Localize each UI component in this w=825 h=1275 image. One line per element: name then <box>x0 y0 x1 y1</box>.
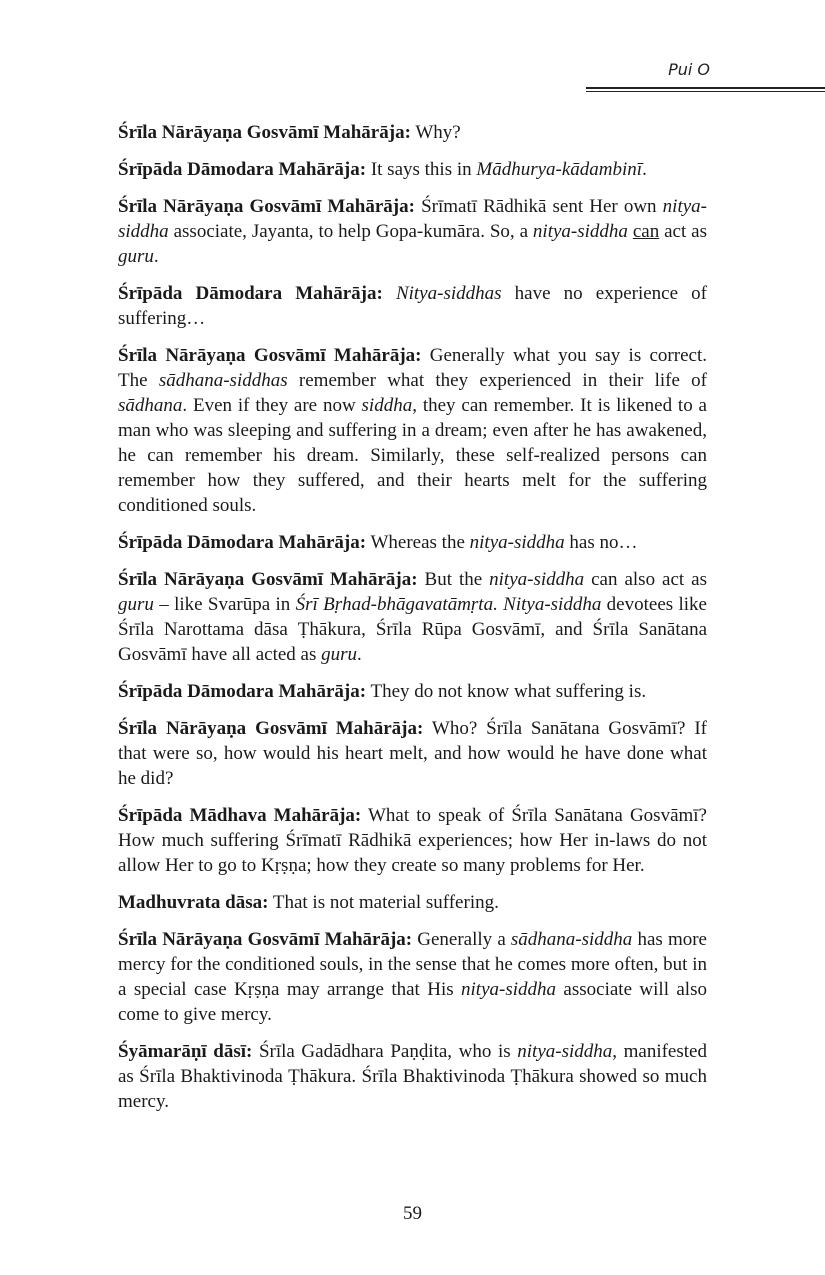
dialogue-text: remember what they experienced in their life of <box>287 370 708 391</box>
dialogue-paragraph <box>118 120 707 145</box>
dialogue-text: . <box>153 246 159 267</box>
dialogue-text: Whereas the <box>366 532 470 553</box>
italic-term: Śrī Bṛhad-bhāgavatāmṛta. Nitya-siddha <box>295 594 602 615</box>
speaker-name: Śrīpāda Dāmodara Mahārāja: <box>118 681 367 702</box>
dialogue-text: devotees like Śrīla Narottama dāsa Ṭhākura, Śrīla Rūpa Gosvāmī, and Śrīla Sanātana Gosvāmī have all acted as <box>118 594 707 665</box>
speaker-name: Madhuvrata dāsa: <box>118 892 269 913</box>
dialogue-text: – like Svarūpa in <box>153 594 296 615</box>
dialogue-paragraph <box>118 1039 707 1114</box>
dialogue-text: It says this in <box>366 159 477 180</box>
italic-term: sādhana-siddha <box>510 929 633 950</box>
speaker-name: Śrīla Nārāyaṇa Gosvāmī Mahārāja: <box>118 122 411 143</box>
emphasized-word: can <box>632 221 660 242</box>
speaker-name: Śrīpāda Mādhava Mahārāja: <box>118 805 362 826</box>
italic-term: guru <box>321 644 358 665</box>
dialogue-text: What to speak of Śrīla Sanātana Gosvāmī? How much suffering Śrīmatī Rādhikā experiences; how Her in-laws do not allow Her to go to Kṛṣṇa; how they create so many problems for Her. <box>118 805 707 876</box>
dialogue-text: has no… <box>564 532 638 553</box>
page-number: 59 <box>403 1203 422 1224</box>
dialogue-text: Generally what you say is correct. The <box>118 345 707 391</box>
dialogue-paragraph <box>118 890 707 915</box>
dialogue-text: has more mercy for the conditioned souls, in the sense that he comes more often, but in a special case Kṛṣṇa may arrange that His <box>118 929 707 1000</box>
header-rule-thick <box>586 87 825 89</box>
italic-term: nitya-siddha <box>461 979 557 1000</box>
italic-term: guru <box>118 246 154 267</box>
dialogue-text: They do not know what suffering is. <box>366 681 647 702</box>
speaker-name: Śrīla Nārāyaṇa Gosvāmī Mahārāja: <box>118 345 422 366</box>
italic-term: nitya-siddha <box>118 196 707 242</box>
speaker-name: Śrīla Nārāyaṇa Gosvāmī Mahārāja: <box>118 569 418 590</box>
running-title: Pui O <box>668 60 710 79</box>
speaker-name: Śrīpāda Dāmodara Mahārāja: <box>118 532 367 553</box>
dialogue-paragraph <box>118 716 707 791</box>
dialogue-text: Śrīmatī Rādhikā sent Her own <box>414 196 663 217</box>
italic-term: nitya-siddha <box>489 569 585 590</box>
dialogue-text: That is not material suffering. <box>268 892 499 913</box>
dialogue-text: Who? Śrīla Sanātana Gosvāmī? If that were so, how would his heart melt, and how would he have done what he did? <box>118 718 707 789</box>
speaker-name: Śrīla Nārāyaṇa Gosvāmī Mahārāja: <box>118 929 413 950</box>
dialogue-text: . <box>642 159 647 180</box>
italic-term: nitya-siddha <box>517 1041 613 1062</box>
running-header <box>586 59 825 93</box>
dialogue-paragraph <box>118 927 707 1027</box>
dialogue-paragraph <box>118 803 707 878</box>
italic-term: guru <box>118 594 154 615</box>
dialogue-text: associate, Jayanta, to help Gopa-kumāra. So, a <box>168 221 533 242</box>
dialogue-text: associate will also come to give mercy. <box>118 979 707 1025</box>
dialogue-paragraph <box>118 157 707 182</box>
dialogue-text: can also act as <box>584 569 707 590</box>
speaker-name: Śrīla Nārāyaṇa Gosvāmī Mahārāja: <box>118 718 424 739</box>
speaker-name: Śrīla Nārāyaṇa Gosvāmī Mahārāja: <box>118 196 415 217</box>
dialogue-paragraph <box>118 567 707 667</box>
page-body <box>118 120 707 1126</box>
dialogue-text: , manifested as Śrīla Bhaktivinoda Ṭhākura. Śrīla Bhaktivinoda Ṭhākura showed so much mercy. <box>118 1041 707 1112</box>
italic-term: Mādhurya-kādambinī <box>476 159 643 180</box>
speaker-name: Śrīpāda Dāmodara Mahārāja: <box>118 283 383 304</box>
dialogue-paragraph <box>118 343 707 518</box>
header-rule-thin <box>586 91 825 92</box>
dialogue-text: Śrīla Gadādhara Paṇḍita, who is <box>252 1041 518 1062</box>
italic-term: sādhana-siddhas <box>158 370 288 391</box>
italic-term: sādhana <box>118 395 183 416</box>
dialogue-paragraph <box>118 679 707 704</box>
dialogue-text: have no experience of suffering… <box>118 283 707 329</box>
italic-term: siddha <box>361 395 413 416</box>
dialogue-paragraph <box>118 194 707 269</box>
dialogue-text: Generally a <box>412 929 511 950</box>
dialogue-text: . Even if they are now <box>182 395 362 416</box>
dialogue-paragraph <box>118 281 707 331</box>
speaker-name: Śrīpāda Dāmodara Mahārāja: <box>118 159 367 180</box>
dialogue-text: act as <box>659 221 707 242</box>
italic-term: Nitya-siddhas <box>395 283 502 304</box>
dialogue-text: But the <box>417 569 490 590</box>
dialogue-text: . <box>357 644 362 665</box>
dialogue-text: Why? <box>410 122 461 143</box>
speaker-name: Śyāmarāṇī dāsī: <box>118 1041 253 1062</box>
dialogue-text: , they can remember. It is likened to a man who was sleeping and suffering in a dream; even after he has awakened, he can remember his dream. Similarly, these self-realized persons can remember how they suffered, and their hearts melt for the suffering conditioned souls. <box>118 395 707 516</box>
italic-term: nitya-siddha <box>469 532 565 553</box>
italic-term: nitya-siddha <box>532 221 628 242</box>
dialogue-text <box>383 283 396 304</box>
dialogue-paragraph <box>118 530 707 555</box>
